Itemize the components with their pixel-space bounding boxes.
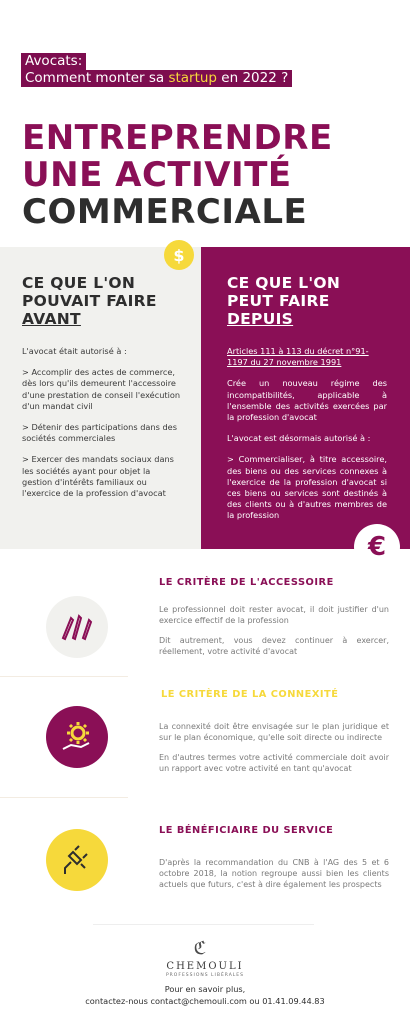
decree-reference: Articles 111 à 113 du décret n°91-1197 du 27 novembre 1991	[227, 346, 369, 368]
title-line-3: COMMERCIALE	[22, 192, 308, 232]
tag-line-1: Avocats:	[21, 53, 86, 70]
before-text: L'avocat était autorisé à : > Accomplir des actes de commerce, dès lors qu'ils demeurent l'accessoire d'une prestation de conseil l'exécution d'un mandat civil > Détenir des participations dans des sociétés commerciales > Exercer des mandats sociaux dans les sociétés ayant pour objet la gestion d'intérêts familiaux ou l'exercice de la profession d'avocat	[22, 346, 181, 499]
criteria-1-title: LE CRITÈRE DE L'ACCESSOIRE	[159, 577, 334, 588]
after-heading: CE QUE L'ON PEUT FAIRE DEPUIS	[227, 274, 341, 328]
after-text: Articles 111 à 113 du décret n°91-1197 du 27 novembre 1991 Crée un nouveau régime des incompatibilités, applicable à l'ensemble des activités exercées par la profession d'avocat L'avocat est désormais autorisé à : > Commercialiser, à titre accessoire, des biens ou des services connexes à l'exercice de la profession d'avocat si ces biens ou services sont destinés à des clients ou à d'autres membres de la profession	[227, 346, 387, 521]
title-line-1: ENTREPRENDRE	[22, 118, 333, 158]
logo-subtitle: PROFESSIONS LIBÉRALES	[165, 973, 245, 978]
euro-coin-icon: €	[354, 524, 400, 570]
criteria-2-title: LE CRITÈRE DE LA CONNEXITÉ	[161, 689, 339, 700]
divider	[0, 676, 128, 677]
dollar-coin-icon: $	[164, 240, 194, 270]
divider	[93, 924, 314, 925]
criteria-3-title: LE BÉNÉFICIAIRE DU SERVICE	[159, 825, 334, 836]
tag-line-2: Comment monter sa startup en 2022 ?	[21, 70, 292, 87]
tag-highlight: startup	[168, 70, 218, 86]
footer-contact[interactable]: contactez-nous contact@chemouli.com ou 01.41.09.44.83	[85, 996, 325, 1006]
divider	[0, 797, 128, 798]
title-line-2: UNE ACTIVITÉ	[22, 155, 292, 195]
footer-line-1: Pour en savoir plus,	[164, 984, 246, 994]
before-heading: CE QUE L'ON POUVAIT FAIRE AVANT	[22, 274, 157, 328]
criteria-3-text: D'après la recommandation du CNB à l'AG des 5 et 6 octobre 2018, la notion regroupe aussi bien les clients actuels que futurs, c'est à dire également les prospects	[159, 858, 389, 889]
pencils-icon	[46, 596, 108, 658]
logo-name: CHEMOULI	[166, 961, 244, 972]
plug-icon	[46, 829, 108, 891]
chemouli-logo-icon: ℭ	[193, 938, 207, 959]
criteria-2-text: La connexité doit être envisagée sur le plan juridique et sur le plan économique, qu'elle soit directe ou indirecte En d'autres termes votre activité commerciale doit avoir un rapport avec votre activité en tant qu'avocat	[159, 722, 389, 773]
gear-hand-icon	[46, 706, 108, 768]
criteria-1-text: Le professionnel doit rester avocat, il doit justifier d'un exercice effectif de la profession Dit autrement, vous devez continuer à exercer, réellement, votre activité d'avocat	[159, 605, 389, 656]
